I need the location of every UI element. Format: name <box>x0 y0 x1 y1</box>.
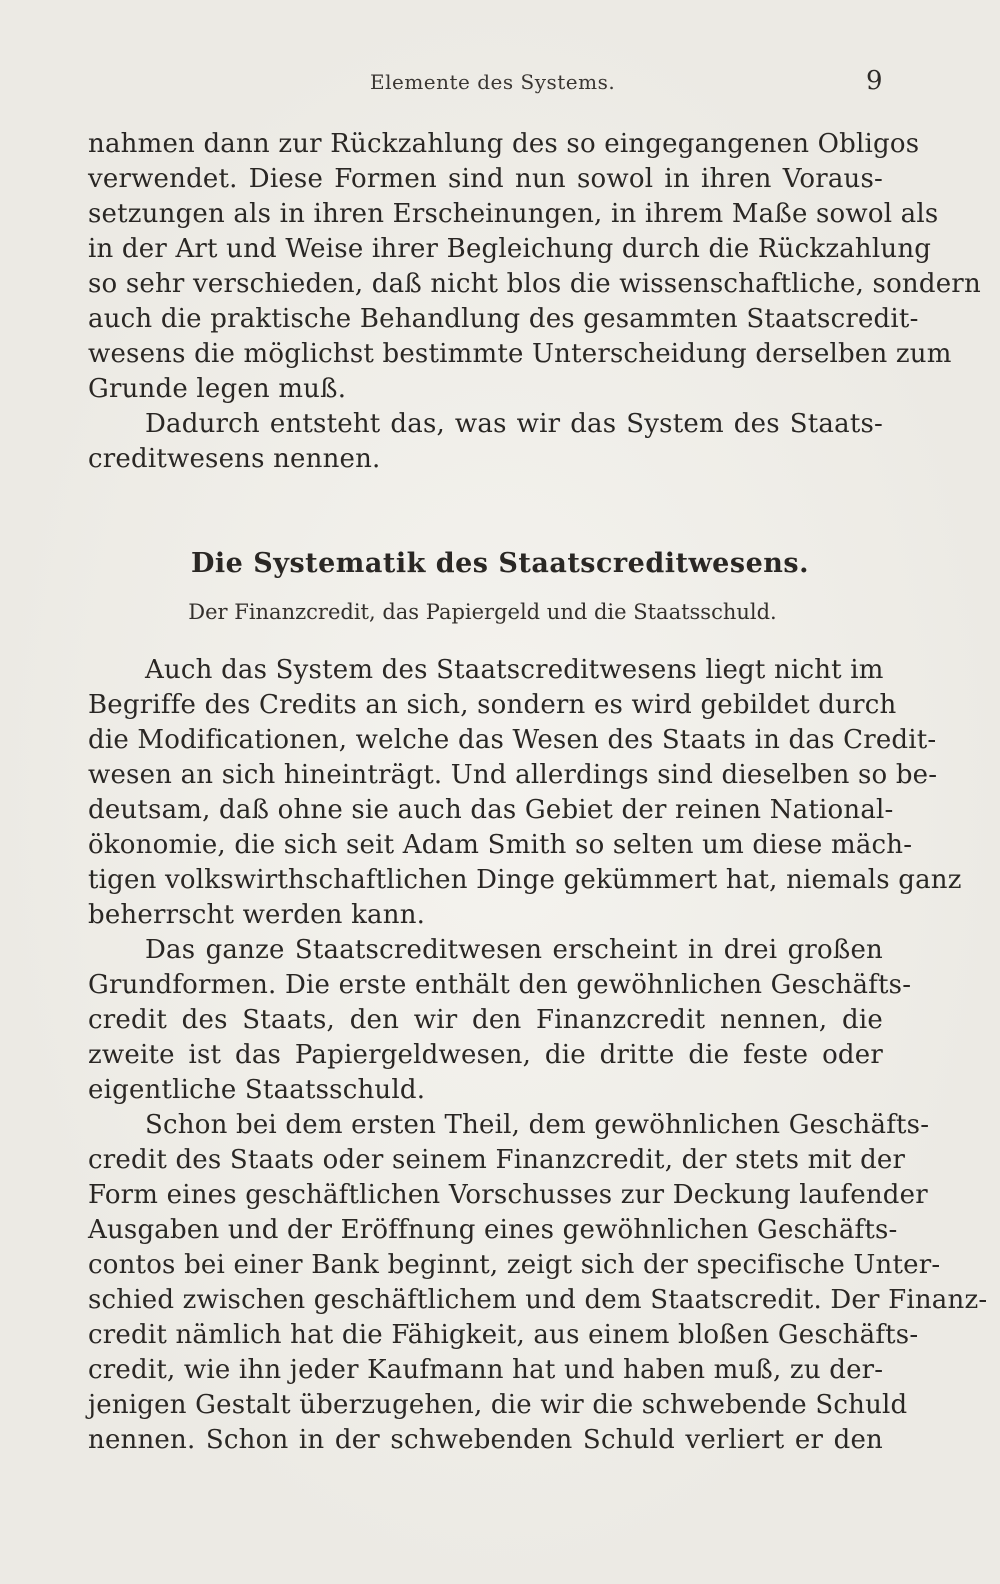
text-line: setzungen als in ihren Erscheinungen, in ihrem Maße sowol als <box>88 199 939 229</box>
text-line: deutsam, daß ohne sie auch das Gebiet der reinen National- <box>88 795 894 825</box>
text-line: credit nämlich hat die Fähigkeit, aus einem bloßen Geschäfts- <box>88 1320 919 1350</box>
text-line: nahmen dann zur Rückzahlung des so eingegangenen Obligos <box>88 129 920 159</box>
text-line: schied zwischen geschäftlichem und dem Staatscredit. Der Finanz- <box>88 1285 988 1315</box>
text-line: creditwesens nennen. <box>88 444 381 474</box>
section-title: Die Systematik des Staatscreditwesens. <box>191 548 809 579</box>
running-head: Elemente des Systems. <box>370 70 616 94</box>
text-line: zweite ist das Papiergeldwesen, die dritte die feste oder <box>88 1040 883 1070</box>
text-line: ökonomie, die sich seit Adam Smith so selten um diese mäch- <box>88 830 913 860</box>
text-line: die Modificationen, welche das Wesen des Staats in das Credit- <box>88 725 937 755</box>
text-line: wesens die möglichst bestimmte Unterscheidung derselben zum <box>88 339 952 369</box>
text-line: Schon bei dem ersten Theil, dem gewöhnlichen Geschäfts- <box>145 1110 930 1140</box>
text-line: eigentliche Staatsschuld. <box>88 1075 426 1105</box>
text-line: wesen an sich hineinträgt. Und allerdings sind dieselben so be- <box>88 760 938 790</box>
text-line: nennen. Schon in der schwebenden Schuld verliert er den <box>88 1425 883 1455</box>
text-line: auch die praktische Behandlung des gesammten Staatscredit- <box>88 304 919 334</box>
text-line: Form eines geschäftlichen Vorschusses zur Deckung laufender <box>88 1180 928 1210</box>
text-line: Begriffe des Credits an sich, sondern es wird gebildet durch <box>88 690 897 720</box>
text-line: verwendet. Diese Formen sind nun sowol in ihren Voraus- <box>88 164 883 194</box>
text-line: Auch das System des Staatscreditwesens liegt nicht im <box>145 655 884 685</box>
page-number: 9 <box>866 66 883 96</box>
text-line: Ausgaben und der Eröffnung eines gewöhnlichen Geschäfts- <box>88 1215 898 1245</box>
text-line: beherrscht werden kann. <box>88 900 426 930</box>
text-line: Grundformen. Die erste enthält den gewöhnlichen Geschäfts- <box>88 970 912 1000</box>
text-line: tigen volkswirthschaftlichen Dinge gekümmert hat, niemals ganz <box>88 865 962 895</box>
text-line: so sehr verschieden, daß nicht blos die wissenschaftliche, sondern <box>88 269 981 299</box>
section-subtitle: Der Finanzcredit, das Papiergeld und die Staatsschuld. <box>188 600 777 624</box>
text-line: Dadurch entsteht das, was wir das System des Staats- <box>145 409 883 439</box>
text-line: credit des Staats, den wir den Finanzcredit nennen, die <box>88 1005 883 1035</box>
text-line: credit, wie ihn jeder Kaufmann hat und haben muß, zu der- <box>88 1355 884 1385</box>
text-line: credit des Staats oder seinem Finanzcredit, der stets mit der <box>88 1145 906 1175</box>
text-line: contos bei einer Bank beginnt, zeigt sich der specifische Unter- <box>88 1250 941 1280</box>
text-line: Das ganze Staatscreditwesen erscheint in drei großen <box>145 935 883 965</box>
text-line: Grunde legen muß. <box>88 374 347 404</box>
text-line: jenigen Gestalt überzugehen, die wir die schwebende Schuld <box>88 1390 908 1420</box>
text-line: in der Art und Weise ihrer Begleichung durch die Rückzahlung <box>88 234 932 264</box>
